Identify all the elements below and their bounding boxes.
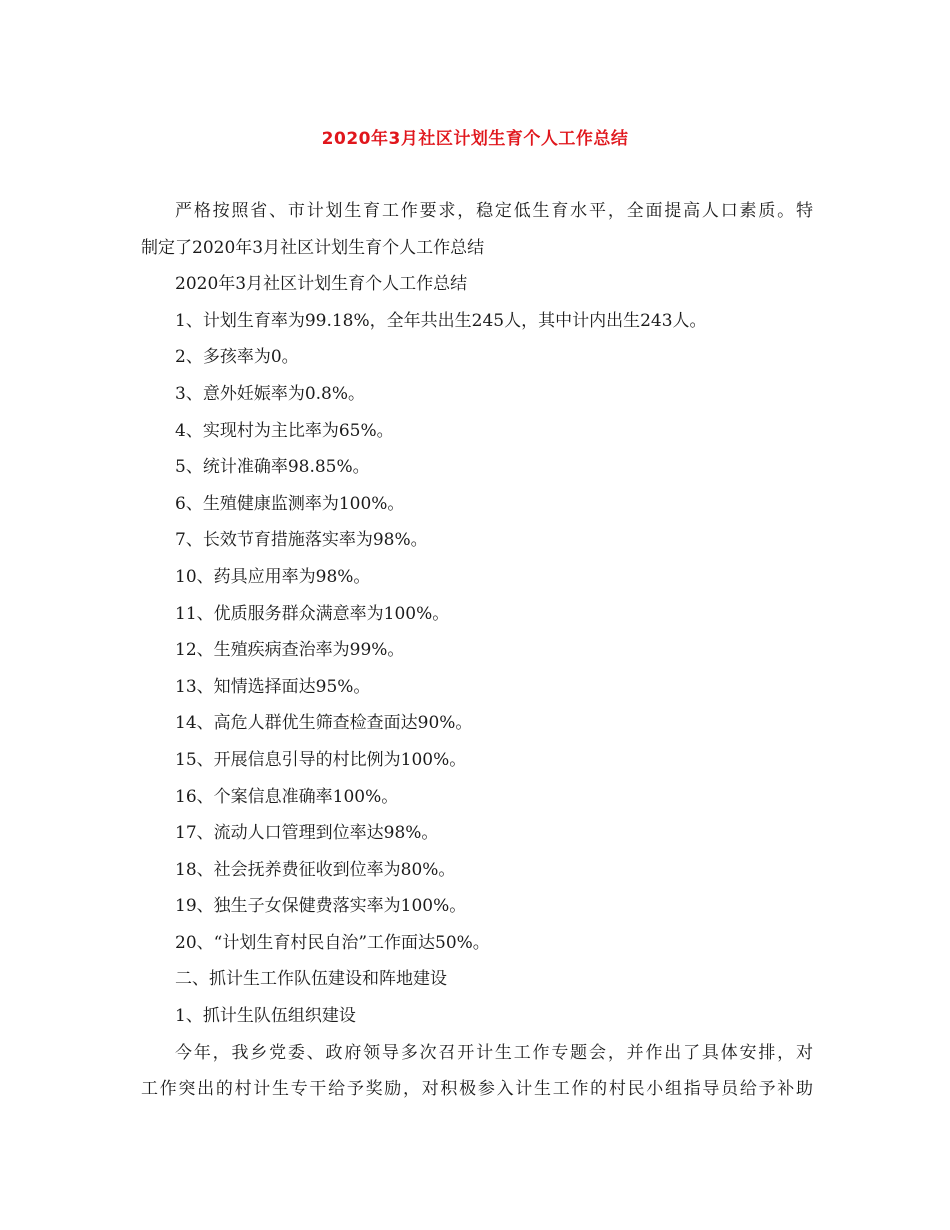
list-item: 10、药具应用率为98%。 [175, 566, 371, 587]
section-subtitle: 2020年3月社区计划生育个人工作总结 [175, 274, 468, 295]
list-item: 14、高危人群优生筛查检查面达90%。 [175, 713, 473, 734]
section-2-subheading-1: 1、抓计生队伍组织建设 [175, 1006, 356, 1027]
list-item: 11、优质服务群众满意率为100%。 [175, 603, 450, 624]
closing-line-2: 工作突出的村计生专干给予奖励，对积极参入计生工作的村民小组指导员给予补助 [141, 1079, 813, 1100]
list-item: 17、流动人口管理到位率达98%。 [175, 823, 439, 844]
list-item: 3、意外妊娠率为0.8%。 [175, 383, 366, 404]
section-2-heading: 二、抓计生工作队伍建设和阵地建设 [175, 969, 447, 990]
list-item: 18、社会抚养费征收到位率为80%。 [175, 859, 456, 880]
document-body [141, 193, 813, 1108]
list-item: 16、个案信息准确率100%。 [175, 786, 399, 807]
document-title: 2020年3月社区计划生育个人工作总结 [321, 129, 629, 149]
list-item: 19、独生子女保健费落实率为100%。 [175, 896, 467, 917]
list-item: 12、生殖疾病查治率为99%。 [175, 640, 405, 661]
list-item: 7、长效节育措施落实率为98%。 [175, 530, 428, 551]
intro-paragraph [141, 193, 813, 266]
list-item: 6、生殖健康监测率为100%。 [175, 493, 405, 514]
list-item: 4、实现村为主比率为65%。 [175, 420, 394, 441]
list-item: 20、“计划生育村民自治”工作面达50%。 [175, 932, 490, 953]
list-item: 13、知情选择面达95%。 [175, 676, 371, 697]
closing-line-1: 今年，我乡党委、政府领导多次召开计生工作专题会，并作出了具体安排，对 [175, 1042, 813, 1063]
list-item: 5、统计准确率98.85%。 [175, 457, 370, 478]
list-item: 2、多孩率为0。 [175, 347, 299, 368]
closing-paragraph [141, 1035, 813, 1108]
list-item: 15、开展信息引导的村比例为100%。 [175, 749, 467, 770]
intro-line-2: 制定了2020年3月社区计划生育个人工作总结 [141, 237, 485, 258]
indicator-list [141, 303, 813, 962]
intro-line-1: 严格按照省、市计划生育工作要求，稳定低生育水平，全面提高人口素质。特 [175, 201, 813, 221]
list-item: 1、计划生育率为99.18%，全年共出生245人，其中计内出生243人。 [175, 310, 707, 331]
